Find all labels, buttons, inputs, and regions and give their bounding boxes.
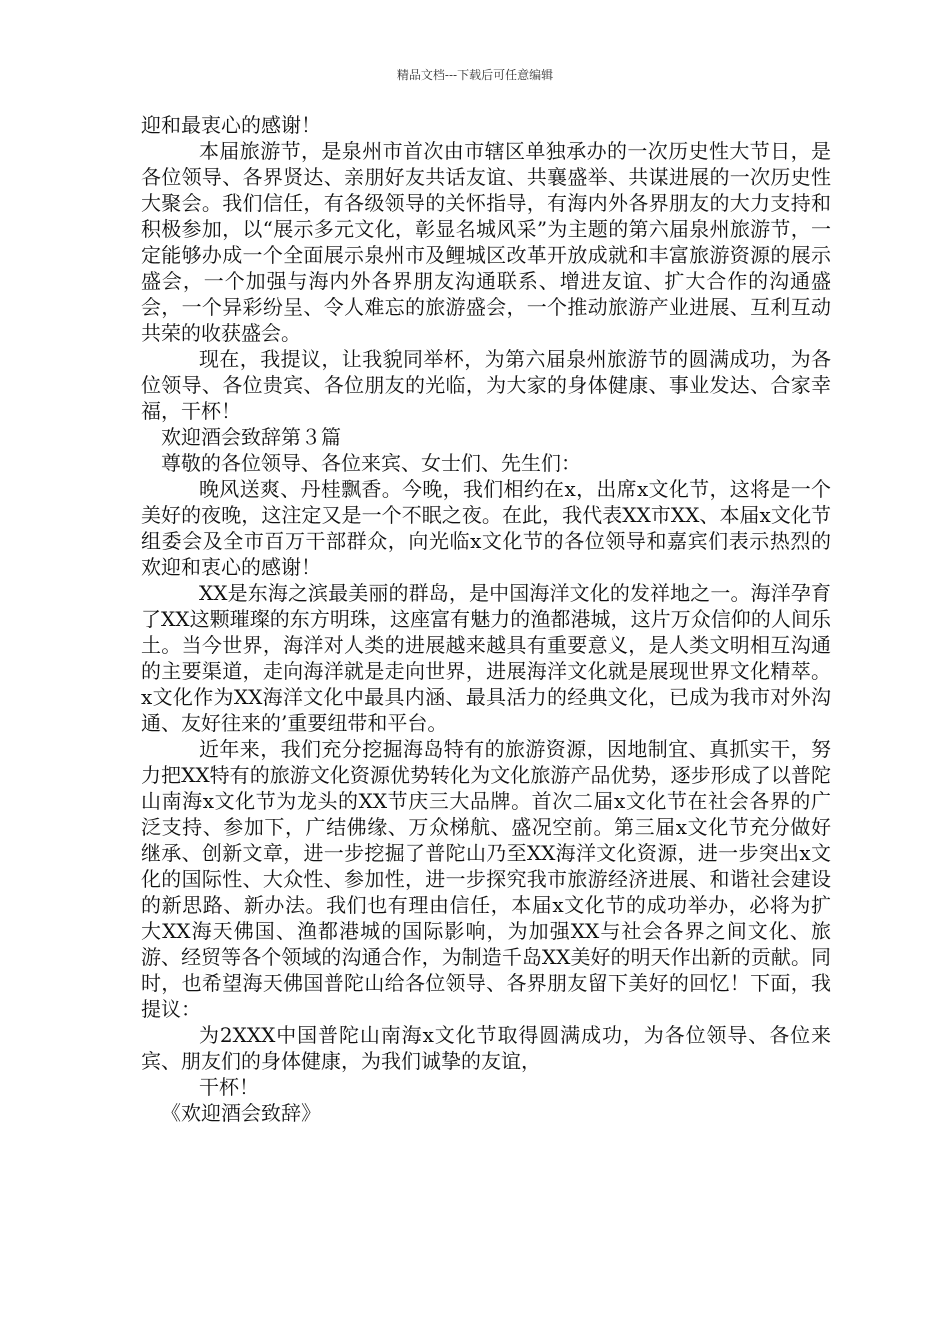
paragraph-1: 迎和最衷心的感谢！ [141,113,321,137]
paragraph-4: 晚风送爽、丹桂飘香。今晚，我们相约在x，出席x文化节，这将是一个美好的夜晚，这注定又是一个不眠之夜。在此，我代表XX市XX、本届x文化节组委会及全市百万干部群众，向光临x文化节的各位领导和嘉宾们表示热烈的欢迎和衷心的感谢！ [141,477,831,579]
paragraph-7: 为2XXX中国普陀山南海x文化节取得圆满成功，为各位领导、各位来宾、朋友们的身体健康，为我们诚挚的友谊， [141,1023,831,1073]
paragraph-2: 本届旅游节，是泉州市首次由市辖区单独承办的一次历史性大节日，是各位领导、各界贤达、亲朋好友共话友谊、共襄盛举、共谋进展的一次历史性大聚会。我们信任，有各级领导的关怀指导，有海内外各界朋友的大力支持和积极参加，以“展示多元文化，彰显名城风采”为主题的第六届泉州旅游节，一定能够办成一个全面展示泉州市及鲤城区改革开放成就和丰富旅游资源的展示盛会，一个加强与海内外各界朋友沟通联系、增进友谊、扩大合作的沟通盛会，一个异彩纷呈、令人难忘的旅游盛会，一个推动旅游产业进展、互利互动共荣的收获盛会。 [141,139,831,345]
paragraph-5: XX是东海之滨最美丽的群岛，是中国海洋文化的发祥地之一。海洋孕育了XX这颗璀璨的东方明珠，这座富有魅力的渔都港城，这片万众信仰的人间乐土。当今世界，海洋对人类的进展越来越具有重要意义，是人类文明相互沟通的主要渠道，走向海洋就是走向世界，进展海洋文化就是展现世界文化精萃。x文化作为XX海洋文化中最具内涵、最具活力的经典文化，已成为我市对外沟通、友好往来的’重要纽带和平台。 [141,581,831,735]
page-header: 精品文档---下载后可任意编辑 [396,68,554,82]
cheers-line: 干杯！ [199,1075,259,1099]
paragraph-3: 现在，我提议，让我貌同举杯，为第六届泉州旅游节的圆满成功，为各位领导、各位贵宾、各位朋友的光临，为大家的身体健康、事业发达、合家幸福，干杯！ [141,347,831,423]
paragraph-6: 近年来，我们充分挖掘海岛特有的旅游资源，因地制宜、真抓实干，努力把XX特有的旅游文化资源优势转化为文化旅游产品优势，逐步形成了以普陀山南海x文化节为龙头的XX节庆三大品牌。首次二届x文化节在社会各界的广泛支持、参加下，广结佛缘、万众梯航、盛况空前。第三届x文化节充分做好继承、创新文章，进一步挖掘了普陀山乃至XX海洋文化资源，进一步突出x文化的国际性、大众性、参加性，进一步探究我市旅游经济进展、和谐社会建设的新思路、新办法。我们也有理由信任，本届x文化节的成功举办，必将为扩大XX海天佛国、渔都港城的国际影响，为加强XX与社会各界之间文化、旅游、经贸等各个领域的沟通合作，为制造千岛XX美好的明天作出新的贡献。同时，也希望海天佛国普陀山给各位领导、各界朋友留下美好的回忆！下面，我提议： [141,737,831,1021]
closing-title: 《欢迎酒会致辞》 [161,1101,321,1125]
section-title: 欢迎酒会致辞第３篇 [161,425,341,449]
salutation: 尊敬的各位领导、各位来宾、女士们、先生们： [161,451,581,475]
document-body [141,112,831,1126]
